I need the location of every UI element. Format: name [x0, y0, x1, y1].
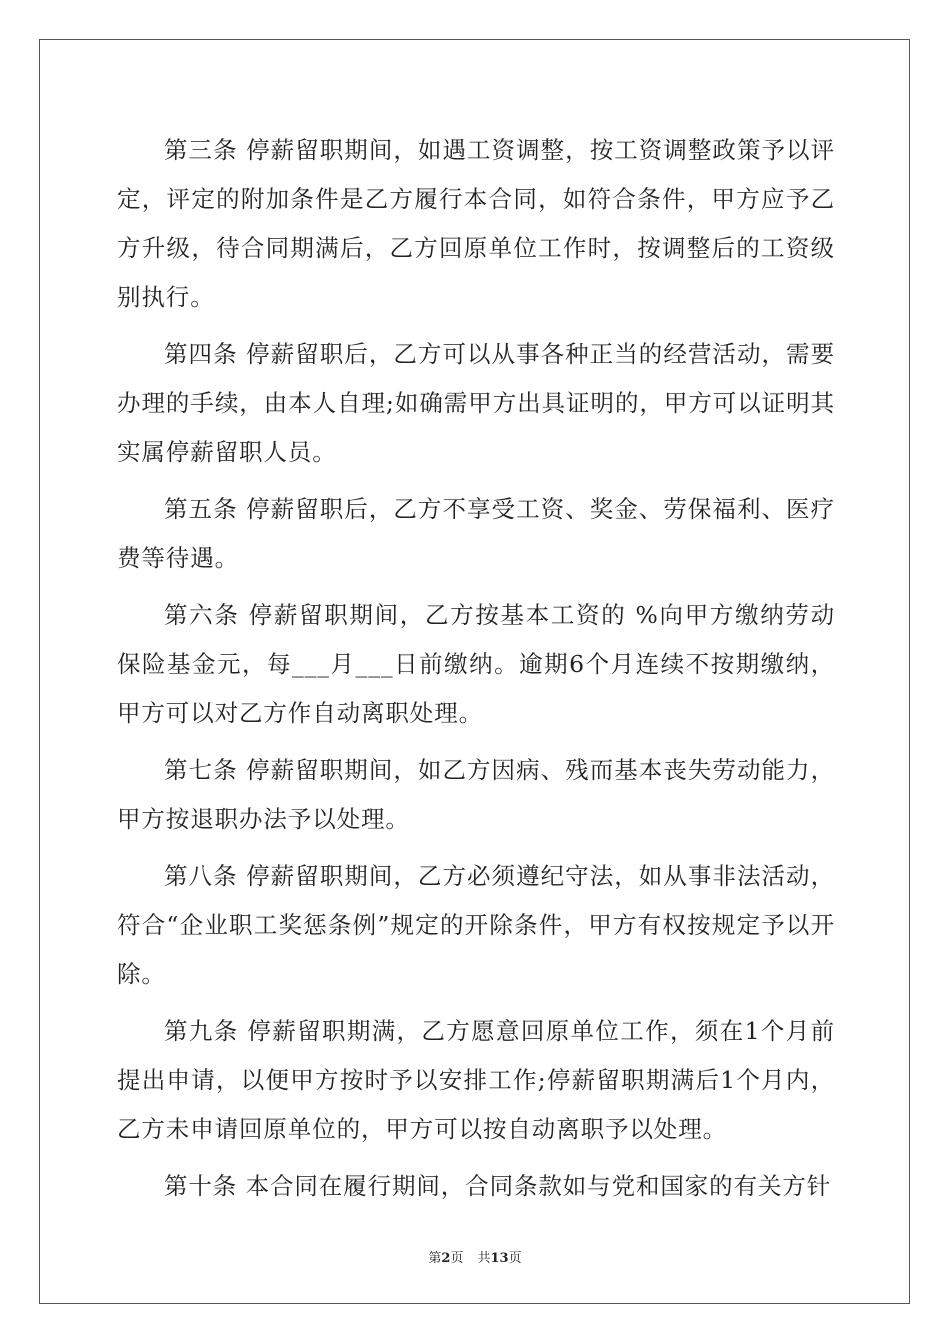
page-footer — [0, 1247, 950, 1266]
article-3-paragraph: 第三条 停薪留职期间，如遇工资调整，按工资调整政策予以评定，评定的附加条件是乙方履行本合同，如符合条件，甲方应予乙方升级，待合同期满后，乙方回原单位工作时，按调整后的工资级别执行。 — [117, 136, 835, 311]
page-prefix: 第 — [428, 1251, 442, 1266]
article-10-paragraph: 第十条 本合同在履行期间，合同条款如与党和国家的有关方针 — [164, 1172, 832, 1200]
total-prefix: 共 — [477, 1251, 491, 1266]
article-6-paragraph: 第六条 停薪留职期间，乙方按基本工资的 %向甲方缴纳劳动保险基金元，每___月___日前缴纳。逾期6个月连续不按期缴纳，甲方可以对乙方作自动离职处理。 — [117, 601, 835, 727]
article-7-paragraph: 第七条 停薪留职期间，如乙方因病、残而基本丧失劳动能力，甲方按退职办法予以处理。 — [117, 756, 835, 833]
document-body — [117, 126, 835, 1219]
total-pages: 13 — [490, 1251, 509, 1266]
article-4-paragraph: 第四条 停薪留职后，乙方可以从事各种正当的经营活动，需要办理的手续，由本人自理;如确需甲方出具证明的，甲方可以证明其实属停薪留职人员。 — [117, 340, 835, 466]
page-number: 2 — [441, 1251, 451, 1266]
article-8-paragraph: 第八条 停薪留职期间，乙方必须遵纪守法，如从事非法活动，符合“企业职工奖惩条例”规定的开除条件，甲方有权按规定予以开除。 — [117, 862, 835, 988]
article-9-paragraph: 第九条 停薪留职期满，乙方愿意回原单位工作，须在1个月前提出申请，以便甲方按时予以安排工作;停薪留职期满后1个月内，乙方未申请回原单位的，甲方可以按自动离职予以处理。 — [117, 1017, 835, 1143]
total-suffix: 页 — [508, 1251, 522, 1266]
article-5-paragraph: 第五条 停薪留职后，乙方不享受工资、奖金、劳保福利、医疗费等待遇。 — [117, 495, 835, 572]
page-suffix: 页 — [450, 1251, 464, 1266]
